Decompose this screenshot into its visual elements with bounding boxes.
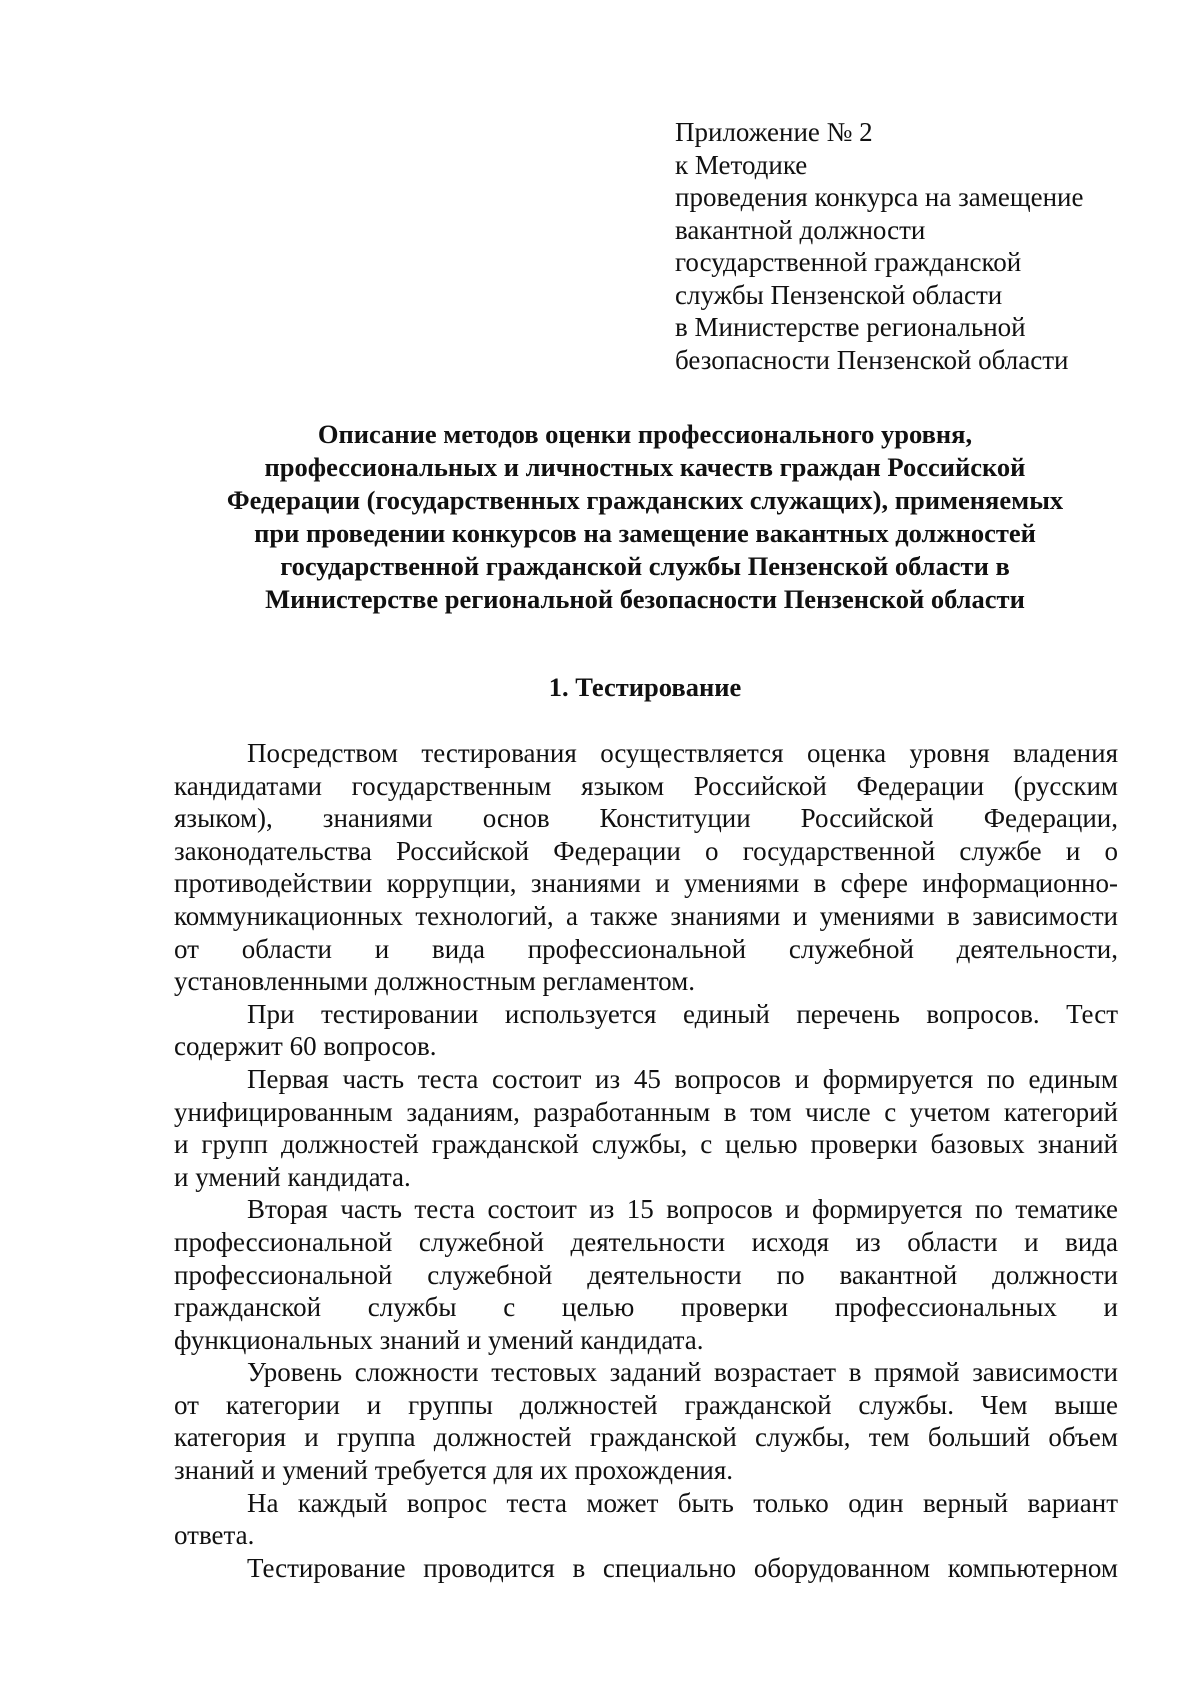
body-line: и групп должностей гражданской службы, с целью проверки базовых знаний [174,1129,1118,1160]
body-line: языком), знаниями основ Конституции Российской Федерации, [174,803,1118,834]
body-line: противодействии коррупции, знаниями и умениями в сфере информационно- [174,868,1118,899]
appendix-block [675,116,1155,376]
body-line: профессиональной служебной деятельности по вакантной должности [174,1259,1118,1290]
title-line: Федерации (государственных гражданских служащих), применяемых [226,485,1064,515]
section-body [174,737,1118,1584]
body-line: Тестирование проводится в специально оборудованном компьютерном [247,1552,1118,1583]
appendix-line: к Методике [675,149,808,180]
body-line: содержит 60 вопросов. [174,1031,437,1062]
appendix-line: Приложение № 2 [675,117,873,147]
title-line: Описание методов оценки профессионального уровня, [317,419,973,449]
body-line: гражданской службы с целью проверки профессиональных и [174,1292,1118,1323]
appendix-line: в Министерстве региональной [675,312,1026,342]
body-line: На каждый вопрос теста может быть только один верный вариант [247,1487,1118,1518]
body-line: кандидатами государственным языком Российской Федерации (русским [174,770,1118,801]
body-line: Уровень сложности тестовых заданий возрастает в прямой зависимости [247,1357,1118,1388]
body-line: Первая часть теста состоит из 45 вопросов и формируется по единым [247,1063,1118,1094]
body-line: Посредством тестирования осуществляется оценка уровня владения [247,738,1118,768]
body-line: установленными должностным регламентом. [174,966,695,997]
body-line: Вторая часть теста состоит из 15 вопросов и формируется по тематике [247,1194,1118,1225]
title-line: Министерстве региональной безопасности Пензенской области [265,584,1025,614]
appendix-line: государственной гражданской [675,247,1022,277]
appendix-line: безопасности Пензенской области [675,344,1069,375]
body-line: от области и вида профессиональной служебной деятельности, [174,933,1118,964]
body-line: знаний и умений требуется для их прохождения. [174,1455,734,1486]
appendix-line: службы Пензенской области [675,279,1003,310]
body-line: профессиональной служебной деятельности исходя из области и вида [174,1226,1118,1257]
body-line: от категории и группы должностей гражданской службы. Чем выше [174,1389,1118,1420]
body-line: законодательства Российской Федерации о государственной службе и о [174,835,1118,866]
body-line: При тестировании используется единый перечень вопросов. Тест [247,998,1118,1029]
section-heading: 1. Тестирование [548,672,742,702]
body-line: ответа. [174,1520,255,1551]
title-line: при проведении конкурсов на замещение вакантных должностей [254,518,1036,548]
body-line: унифицированным заданиям, разработанным в том числе с учетом категорий [174,1096,1118,1127]
document-title [170,418,1120,616]
appendix-line: проведения конкурса на замещение [675,182,1084,212]
title-line: государственной гражданской службы Пензенской области в [280,551,1010,581]
body-line: функциональных знаний и умений кандидата. [174,1324,704,1355]
body-line: категория и группа должностей гражданской службы, тем больший объем [174,1422,1118,1453]
body-line: коммуникационных технологий, а также знаниями и умениями в зависимости [174,900,1118,931]
title-line: профессиональных и личностных качеств граждан Российской [264,452,1026,482]
body-line: и умений кандидата. [174,1161,411,1192]
appendix-line: вакантной должности [675,214,926,245]
